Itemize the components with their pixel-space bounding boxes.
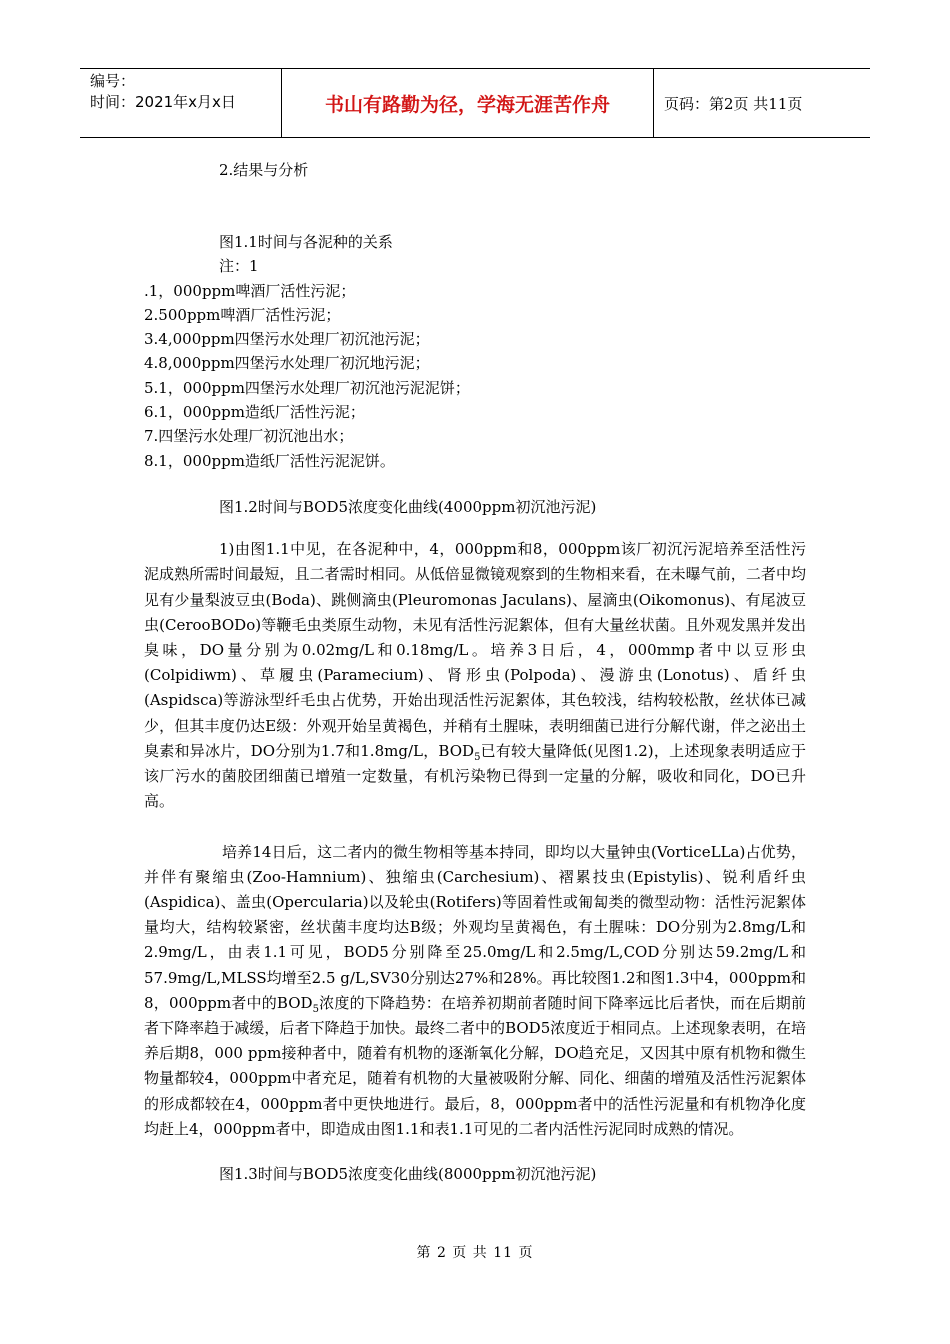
body-paragraph [144,840,806,1142]
header-divider [653,69,654,137]
header-motto: 书山有路勤为径，学海无涯苦作舟 [324,93,610,116]
note-item: 2.500ppm啤酒厂活性污泥； [144,305,341,324]
header-meta [90,71,236,113]
document-date: 时间：2021年x月x日 [90,93,236,111]
note-item: .1，000ppm啤酒厂活性污泥； [144,281,356,300]
note-item: 3.4,000ppm四堡污水处理厂初沉池污泥； [144,330,430,349]
figure-caption: 图1.3时间与BOD5浓度变化曲线(8000ppm初沉池污泥) [219,1164,597,1183]
document-number-label: 编号： [90,72,136,90]
note-item: 5.1，000ppm四堡污水处理厂初沉池污泥泥饼； [144,378,470,397]
note-item: 7.四堡污水处理厂初沉池出水； [144,427,354,446]
note-label: 注：1 [219,257,259,276]
subscript: 5 [474,751,481,763]
paragraph-text: 1)由图1.1中见，在各泥种中，4，000ppm和8，000ppm该厂初沉污泥培养至活性污泥成熟所需时间最短，且二者需时相同。从低倍显微镜观察到的生物相来看，在未曝气前，二者中均见有少量梨波豆虫(Boda)、跳侧滴虫(Pleuromonas Jaculans)、屋滴虫(Oikomonus)、有尾波豆虫(CerooBODo)等鞭毛虫类原生动物，未见有活性污泥絮体，但有大量丝状菌。且外观发黑并发出臭味，DO量分别为0.02mg/L和0.18mg/L。培养3日后，4，000mmp者中以豆形虫(Colpidiwm)、草履虫(Paramecium)、肾形虫(Polpoda)、漫游虫(Lonotus)、盾纤虫(Aspidsca)等游泳型纤毛虫占优势，开始出现活性污泥絮体，其色较浅，结构较松散，丝状体已减少，但其丰度仍达E级：外观开始呈黄褐色，并稍有土腥味，表明细菌已进行分解代谢，伴之泌出土臭素和异冰片，DO分别为1.7和1.8mg/L，BOD [144,540,806,760]
figure-caption: 图1.1时间与各泥种的关系 [219,233,393,251]
figure-caption: 图1.2时间与BOD5浓度变化曲线(4000ppm初沉池污泥) [219,497,597,516]
note-item: 4.8,000ppm四堡污水处理厂初沉地污泥； [144,354,430,373]
note-list [144,279,806,473]
paragraph-text: 浓度的下降趋势：在培养初期前者随时间下降率远比后者快，而在后期前者下降率趋于减缓，后者下降趋于加快。最终二者中的BOD5浓度近于相同点。上述现象表明，在培养后期8，000 ppm接种者中，随着有机物的逐渐氧化分解，DO趋充足，又因其中原有机物和微生物量都较4，000ppm中者充足，随着有机物的大量被吸附分解、同化、细菌的增殖及活性污泥絮体的形成都较在4，000ppm者中更快地进行。最后，8，000ppm者中的活性污泥量和有机物净化度均赶上4，000ppm者中，即造成由图1.1和表1.1可见的二者内活性污泥同时成熟的情况。 [144,993,806,1138]
body-paragraph [144,537,806,814]
note-item: 8.1，000ppm造纸厂活性污泥泥饼。 [144,451,395,470]
subscript: 5 [312,1003,319,1015]
page-header [80,68,870,138]
page-footer: 第 2 页 共 11 页 [416,1245,534,1261]
header-page-info: 页码：第2页 共11页 [664,94,803,113]
paragraph-text: 培养14日后，这二者内的微生物相等基本持同，即均以大量钟虫(VorticeLLa)占优势，并伴有聚缩虫(Zoo-Hamnium)、独缩虫(Carchesium)、褶累技虫(Epistylis)、锐利盾纤虫(Aspidica)、盖虫(Opercularia)以及轮虫(Rotifers)等固着性或匍匐类的微型动物：活性污泥絮体量均大，结构较紧密，丝状菌丰度均达B级；外观均呈黄褐色，有土腥味：DO分别为2.8mg/L和2.9mg/L，由表1.1可见，BOD5分别降至25.0mg/L和2.5mg/L,COD分别达59.2mg/L和57.9mg/L,MLSS均增至2.5 g/L,SV30分别达27%和28%。再比较图1.2和图1.3中4，000ppm和8，000ppm者中的BOD [144,842,806,1012]
page-body [144,158,806,1186]
section-title: 2.结果与分析 [219,161,309,179]
paragraph-text: 已有较大量降低(见图1.2)，上述现象表明适应于该厂污水的菌胶团细菌已增殖一定数量，有机污染物已得到一定量的分解，吸收和同化，DO已升高。 [144,741,806,811]
note-item: 6.1，000ppm造纸厂活性污泥； [144,403,365,422]
